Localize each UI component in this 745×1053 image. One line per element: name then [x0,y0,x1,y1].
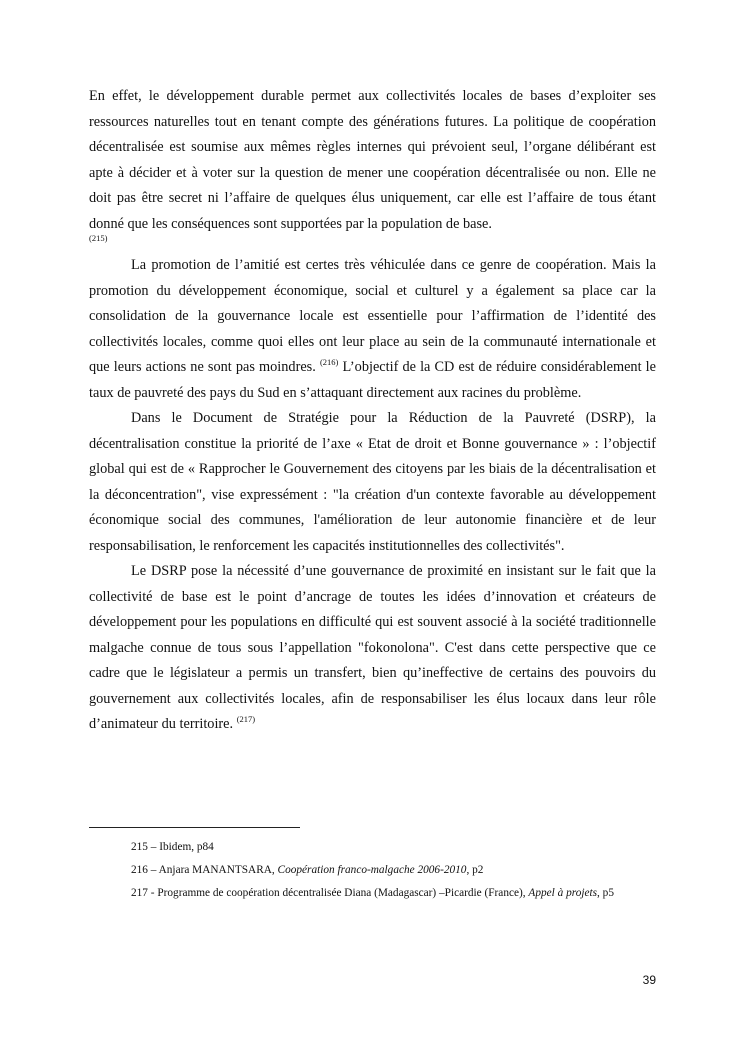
footnote-217-prefix: 217 - Programme de coopération décentralisée Diana (Madagascar) –Picardie (France), [131,887,529,899]
page-body [89,84,656,738]
footnote-215-text: 215 – Ibidem, p84 [131,841,214,853]
footnote-separator [89,827,300,828]
footnote-216-suffix: , p2 [466,864,484,876]
paragraph-4 [89,559,656,738]
paragraph-2 [89,253,656,406]
paragraph-1-text: En effet, le développement durable permet aux collectivités locales de bases d’exploiter ses ressources naturelles tout en tenant compte des générations futures. La politique de coopération décentralisée est soumise aux mêmes règles internes qui prévoient seul, l’organe délibérant est apte à décider et à voter sur la question de mener une coopération décentralisée ou non. Elle ne doit pas être secret ni l’affaire de quelques élus uniquement, car elle est l’affaire de tous étant donné que les conséquences sont supportées par la population de base. [89,88,656,232]
footnote-ref-217: (217) [236,714,256,724]
footnote-216-title: Coopération franco-malgache 2006-2010 [277,864,467,876]
footnote-217-title: Appel à projets [528,887,598,899]
page-number: 39 [642,973,656,987]
footnote-217 [89,882,656,905]
paragraph-4-text: Le DSRP pose la nécessité d’une gouvernance de proximité en insistant sur le fait que la collectivité de base est le point d’ancrage de toutes les idées d’innovation et créateurs de développement pour les populations en difficulté qui est souvent associé à la société traditionnelle malgache connue de tous sous l’appellation "fokonolona". C'est dans cette perspective que ce cadre que le législateur a permis un transfert, bien qu’ineffective de certains des pouvoirs du gouvernement aux collectivités locales, afin de responsabiliser les élus locaux dans leur rôle d’animateur du territoire. [89,563,656,732]
footnote-ref-215: (215) [89,233,108,243]
paragraph-3 [89,406,656,559]
footnote-216-prefix: 216 – Anjara MANANTSARA, [131,864,278,876]
paragraph-1 [89,84,656,245]
footnote-216 [89,859,656,882]
paragraph-3-text: Dans le Document de Stratégie pour la Réduction de la Pauvreté (DSRP), la décentralisation constitue la priorité de l’axe « Etat de droit et Bonne gouvernance » : l’objectif global qui est de « Rapprocher le Gouvernement des citoyens par les biais de la décentralisation et la déconcentration", vise expressément : "la création d'un contexte favorable au développement économique social des communes, l'amélioration de leur autonomie financière et de leur responsabilisation, le renforcement les capacités institutionnelles des collectivités". [89,410,656,554]
footnote-217-suffix: , p5 [597,887,614,899]
footnote-ref-216: (216) [319,357,339,367]
paragraph-2-text-before: La promotion de l’amitié est certes très véhiculée dans ce genre de coopération. Mais la promotion du développement économique, social et culturel y a également sa place car la consolidation de la gouvernance locale est essentielle pour l’affirmation de l’identité des collectivités locales, comme quoi elles ont leur place au sein de la communauté internationale et que leurs actions ne sont pas moindres. [89,257,656,375]
paragraph-2-text-after: L’objectif de la CD est de réduire considérablement le taux de pauvreté des pays du Sud en s’attaquant directement aux racines du problème. [89,359,656,401]
footnote-215 [89,836,656,859]
footnotes [89,836,656,905]
